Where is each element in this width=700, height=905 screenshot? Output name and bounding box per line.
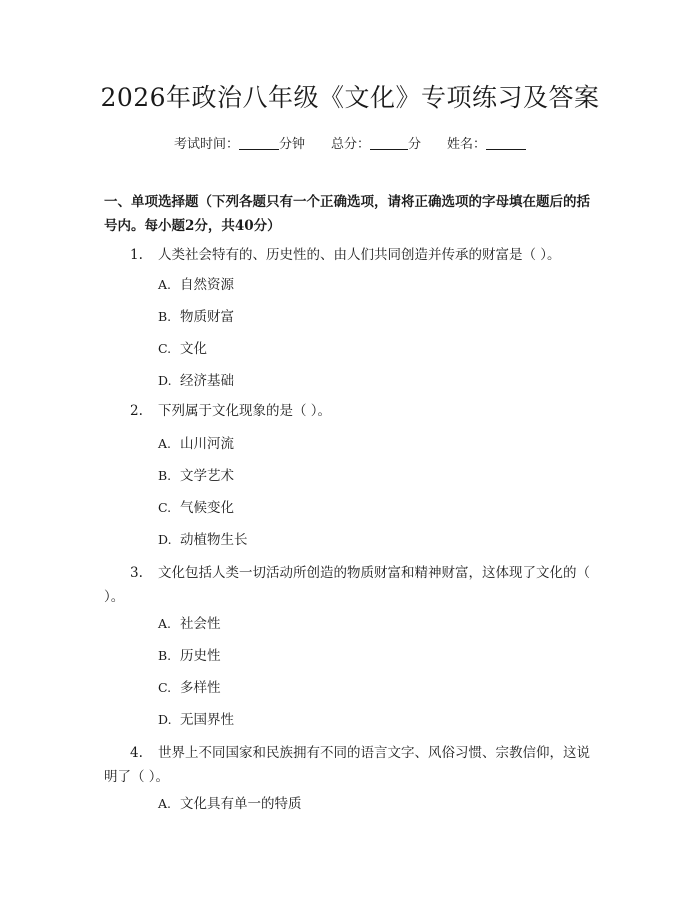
question-stem [104,561,600,609]
option-letter: C. [158,680,172,695]
option-text: 历史性 [180,648,221,664]
total-score-label: 总分： [330,137,370,152]
option-letter: A. [158,616,172,631]
option-text: 自然资源 [180,277,234,293]
question-text: 人类社会特有的、历史性的、由人们共同创造并传承的财富是（ ）。 [158,247,561,263]
option-text: 多样性 [180,680,221,696]
option-letter: A. [158,436,172,451]
option-item [158,371,234,391]
student-name-label: 姓名： [447,137,487,152]
option-text: 无国界性 [180,712,234,728]
option-item [158,710,234,730]
option-item [158,794,302,814]
option-item [158,307,234,327]
exam-time-label: 考试时间： [173,137,239,152]
option-letter: C. [158,341,172,356]
section-heading: 一、单项选择题（下列各题只有一个正确选项，请将正确选项的字母填在题后的括号内。每小题2分，共40分） [104,194,590,234]
option-letter: A. [158,277,172,292]
question-number: 2. [130,403,143,419]
question-number: 3. [130,565,143,581]
option-item [158,678,221,698]
option-text: 文化 [180,341,207,357]
question-number: 4. [130,745,143,761]
exam-time-blank [239,135,279,150]
option-text: 经济基础 [180,373,234,389]
option-item [158,646,221,666]
exam-info-line [0,133,700,152]
option-letter: D. [158,712,172,727]
option-letter: B. [158,468,172,483]
option-text: 社会性 [180,616,221,632]
option-item [158,498,234,518]
option-text: 物质财富 [180,309,234,325]
option-text: 气候变化 [180,500,234,516]
option-letter: B. [158,309,172,324]
option-item [158,530,248,550]
option-letter: D. [158,532,172,547]
total-score-field [331,133,421,152]
question-text: 文化包括人类一切活动所创造的物质财富和精神财富，这体现了文化的（ ）。 [104,565,590,605]
question-stem [104,399,600,423]
total-score-unit: 分 [408,137,422,152]
exam-time-unit: 分钟 [278,137,305,152]
question-text: 下列属于文化现象的是（ ）。 [158,403,332,419]
question-text: 世界上不同国家和民族拥有不同的语言文字、风俗习惯、宗教信仰，这说明了（ ）。 [104,745,590,785]
option-text: 山川河流 [180,436,234,452]
option-item [158,614,221,634]
student-name-blank [486,135,526,150]
option-item [158,275,234,295]
option-item [158,466,234,486]
option-letter: B. [158,648,172,663]
exam-time-field [174,133,305,152]
option-item [158,339,207,359]
document-title: 2026年政治八年级《文化》专项练习及答案 [100,83,600,112]
question-stem [104,243,600,267]
question-stem [104,741,600,789]
option-text: 文学艺术 [180,468,234,484]
option-text: 文化具有单一的特质 [180,796,302,812]
option-letter: D. [158,373,172,388]
total-score-blank [370,135,408,150]
option-item [158,434,234,454]
question-number: 1. [130,247,143,263]
student-name-field [447,133,526,152]
option-letter: A. [158,796,172,811]
option-text: 动植物生长 [180,532,248,548]
option-letter: C. [158,500,172,515]
